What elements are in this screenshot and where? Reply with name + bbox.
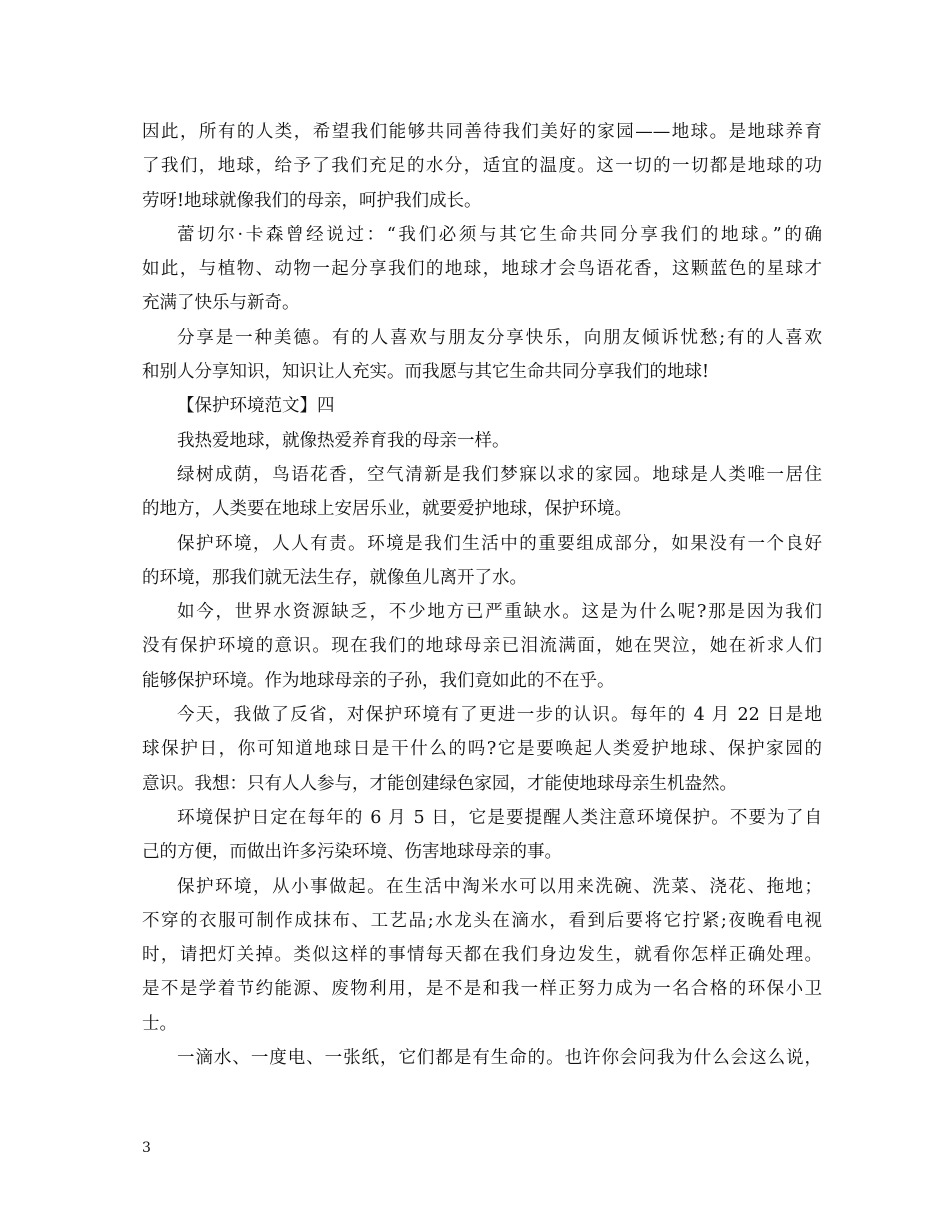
document-body <box>142 115 822 1075</box>
text-line: 的地方，人类要在地球上安居乐业，就要爱护地球，保护环境。 <box>142 499 632 520</box>
text-line: 环境保护日定在每年的 6 月 5 日，它是要提醒人类注意环境保护。不要为了自 <box>177 807 822 828</box>
text-line: 充满了快乐与新奇。 <box>142 293 300 314</box>
text-line: 如今，世界水资源缺乏，不少地方已严重缺水。这是为什么呢?那是因为我们 <box>177 602 822 623</box>
text-line: 绿树成荫，鸟语花香，空气清新是我们梦寐以求的家园。地球是人类唯一居住 <box>177 464 822 485</box>
text-line: 的环境，那我们就无法生存，就像鱼儿离开了水。 <box>142 567 527 588</box>
section-heading: 【保护环境范文】四 <box>177 396 335 417</box>
text-line: 是不是学着节约能源、废物利用，是不是和我一样正努力成为一名合格的环保小卫 <box>142 979 822 1000</box>
text-line: 保护环境，人人有责。环境是我们生活中的重要组成部分，如果没有一个良好 <box>177 533 822 554</box>
text-line: 如此，与植物、动物一起分享我们的地球，地球才会鸟语花香，这颗蓝色的星球才 <box>142 259 822 280</box>
text-line: 保护环境，从小事做起。在生活中淘米水可以用来洗碗、洗菜、浇花、拖地； <box>177 876 822 897</box>
text-line: 我热爱地球，就像热爱养育我的母亲一样。 <box>177 430 510 451</box>
text-line: 了我们，地球，给予了我们充足的水分，适宜的温度。这一切的一切都是地球的功 <box>142 156 822 177</box>
page-number: 3 <box>142 1140 151 1156</box>
text-line: 因此，所有的人类，希望我们能够共同善待我们美好的家园——地球。是地球养育 <box>142 122 822 142</box>
text-line: 劳呀!地球就像我们的母亲，呵护我们成长。 <box>142 190 482 211</box>
text-line: 士。 <box>142 1013 177 1034</box>
text-line: 不穿的衣服可制作成抹布、工艺品;水龙头在滴水，看到后要将它拧紧;夜晚看电视 <box>142 910 822 931</box>
text-line: 球保护日，你可知道地球日是干什么的吗?它是要唤起人类爱护地球、保护家园的 <box>142 739 822 760</box>
text-line: 一滴水、一度电、一张纸，它们都是有生命的。也许你会问我为什么会这么说， <box>177 1048 822 1069</box>
text-line: 能够保护环境。作为地球母亲的子孙，我们竟如此的不在乎。 <box>142 670 615 691</box>
text-line: 和别人分享知识，知识让人充实。而我愿与其它生命共同分享我们的地球! <box>142 362 710 383</box>
text-line: 今天，我做了反省，对保护环境有了更进一步的认识。每年的 4 月 22 日是地 <box>177 705 822 726</box>
text-line: 时，请把灯关掉。类似这样的事情每天都在我们身边发生，就看你怎样正确处理。 <box>142 945 822 966</box>
text-line: 蕾切尔·卡森曾经说过：“我们必须与其它生命共同分享我们的地球。”的确 <box>177 224 822 245</box>
text-line: 己的方便，而做出许多污染环境、伤害地球母亲的事。 <box>142 842 562 863</box>
text-line: 意识。我想：只有人人参与，才能创建绿色家园，才能使地球母亲生机盎然。 <box>142 773 737 794</box>
text-line: 没有保护环境的意识。现在我们的地球母亲已泪流满面，她在哭泣，她在祈求人们 <box>142 636 822 657</box>
text-line: 分享是一种美德。有的人喜欢与朋友分享快乐，向朋友倾诉忧愁;有的人喜欢 <box>177 327 822 348</box>
